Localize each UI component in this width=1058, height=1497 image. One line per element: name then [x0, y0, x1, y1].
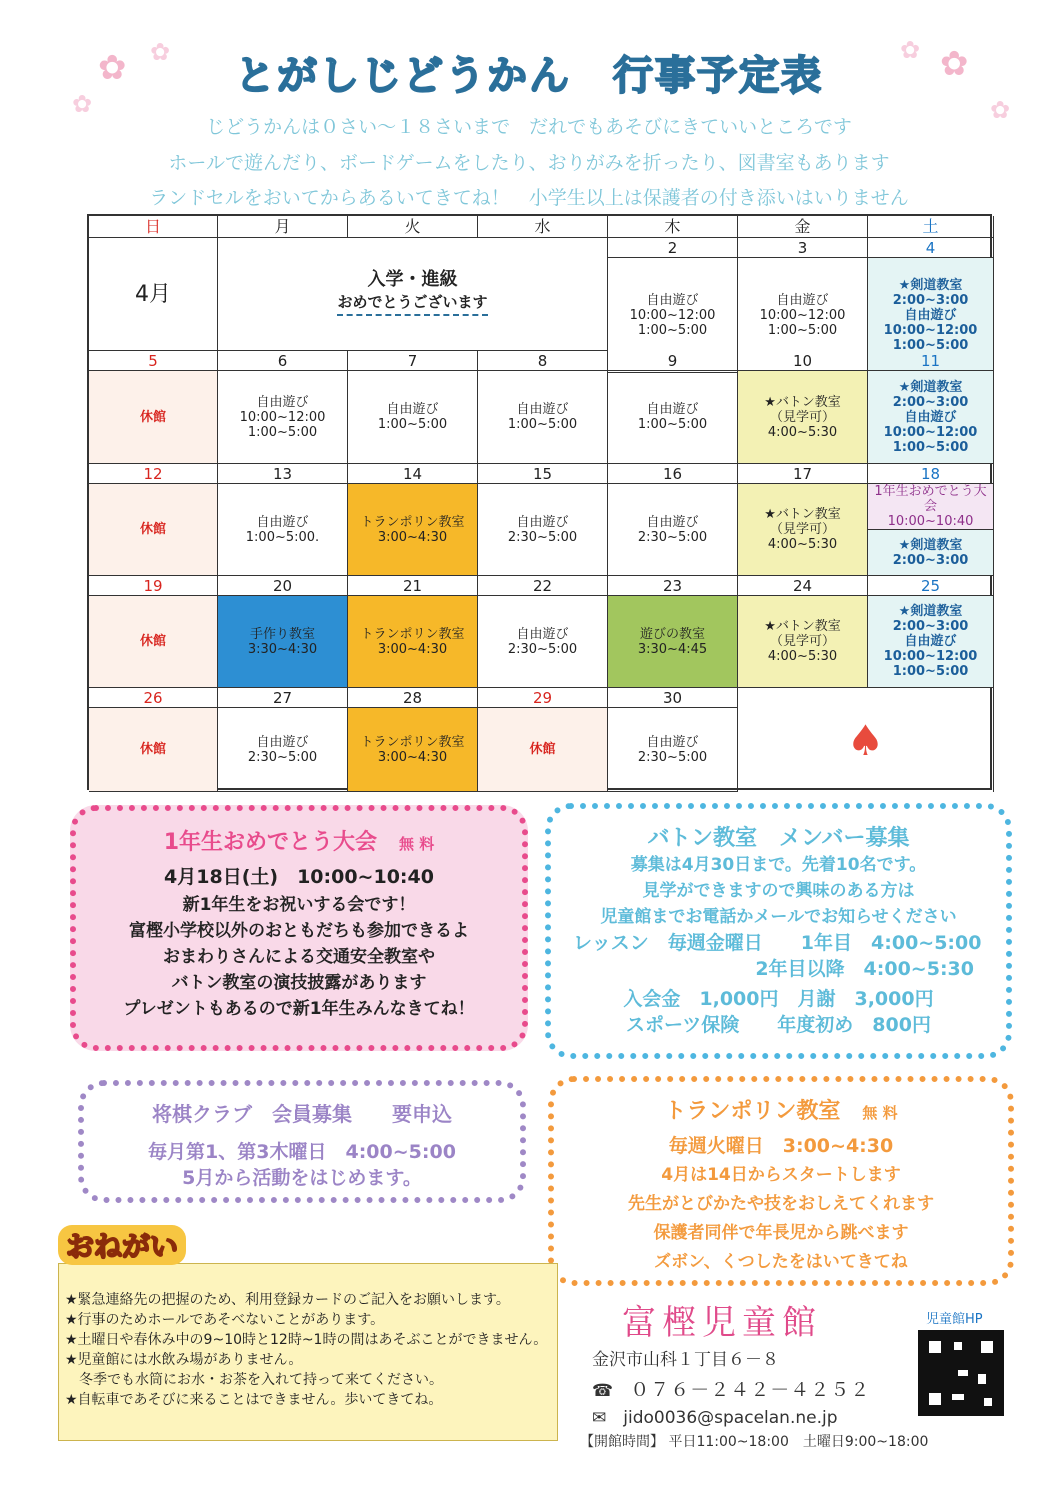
baton-line: レッスン 毎週金曜日 1年目 4:00~5:00	[573, 932, 982, 954]
day-cell: 自由遊び 10:00~12:00 1:00~5:00	[608, 258, 738, 373]
day-cell: 自由遊び 1:00~5:00.	[218, 484, 348, 576]
address: 金沢市山科１丁目６－８	[592, 1350, 779, 1370]
event-line: 新1年生をお祝いする会です！	[182, 895, 416, 915]
weekday-header: 木	[608, 216, 738, 238]
day-cell: ★剣道教室 2:00~3:00	[868, 530, 994, 576]
event-line: 富樫小学校以外のおともだちも参加できるよ	[129, 921, 469, 941]
day-cell: ★バトン教室 （見学可） 4:00~5:30	[738, 371, 868, 464]
cherry-blossom-icon: ✿	[940, 44, 969, 84]
opening-hours: 【開館時間】 平日11:00~18:00 土曜日9:00~18:00	[580, 1434, 929, 1450]
date-number: 23	[608, 576, 738, 596]
shogi-club-box	[78, 1080, 526, 1203]
notice-item: ★土曜日や春休み中の9~10時と12時~1時の間はあそぶことができません。	[65, 1332, 548, 1348]
date-number: 28	[348, 688, 478, 708]
date-number: 18	[868, 464, 994, 484]
day-cell: 休館	[89, 371, 218, 464]
intro-line: じどうかんは０さい～１８さいまで だれでもあそびにきていいところです	[206, 116, 852, 138]
cherry-blossom-icon: ✿	[990, 96, 1011, 124]
shogi-title: 将棋クラブ 会員募集 要申込	[152, 1102, 452, 1126]
day-cell: トランポリン教室 3:00~4:30	[348, 596, 478, 688]
baton-recruit-box	[545, 803, 1012, 1059]
page-title: とがしじどうかん 行事予定表	[235, 53, 823, 99]
baton-fee: スポーツ保険 年度初め 800円	[626, 1014, 931, 1036]
weekday-header: 金	[738, 216, 868, 238]
date-number: 29	[478, 688, 608, 708]
date-number: 9	[608, 351, 738, 371]
date-number: 24	[738, 576, 868, 596]
day-cell: トランポリン教室 3:00~4:30	[348, 708, 478, 792]
weekday-header: 水	[478, 216, 608, 238]
notice-item: ★自転車であそびに来ることはできません。歩いてきてね。	[65, 1392, 443, 1408]
baton-line: 見学ができますので興味のある方は	[642, 881, 915, 901]
qr-code[interactable]	[918, 1330, 1004, 1416]
date-number: 26	[89, 688, 218, 708]
day-cell: 自由遊び 2:30~5:00	[478, 484, 608, 576]
date-number: 27	[218, 688, 348, 708]
trampoline-line: 保護者同伴で年長児から跳べます	[653, 1223, 909, 1243]
day-cell: 自由遊び 2:30~5:00	[608, 484, 738, 576]
shogi-line: 5月から活動をはじめます。	[182, 1167, 422, 1189]
day-cell: 自由遊び 2:30~5:00	[608, 708, 738, 792]
day-cell: 自由遊び 1:00~5:00	[348, 371, 478, 464]
date-number: 4	[868, 238, 994, 258]
weekday-header: 火	[348, 216, 478, 238]
day-cell: 休館	[89, 596, 218, 688]
event-line: プレゼントもあるので新1年生みんなきてね！	[123, 999, 475, 1019]
day-cell: 休館	[478, 708, 608, 792]
mail-icon: ✉	[592, 1408, 607, 1428]
tulip-illustration	[738, 688, 994, 792]
celebration-line: おめでとうございます	[337, 295, 487, 316]
date-number: 25	[868, 576, 994, 596]
date-number: 11	[868, 351, 994, 371]
day-cell: 休館	[89, 484, 218, 576]
day-cell: ★バトン教室 （見学可） 4:00~5:30	[738, 484, 868, 576]
day-cell: 自由遊び 1:00~5:00	[608, 371, 738, 464]
notice-item: 冬季でも水筒にお水・お茶を入れて持って来てください。	[65, 1372, 443, 1388]
day-cell: 自由遊び 1:00~5:00	[478, 371, 608, 464]
weekday-header: 日	[89, 216, 218, 238]
date-number: 21	[348, 576, 478, 596]
trampoline-title: トランポリン教室	[664, 1099, 841, 1124]
date-number: 3	[738, 238, 868, 258]
date-number: 30	[608, 688, 738, 708]
weekday-header: 土	[868, 216, 994, 238]
day-cell: 自由遊び 10:00~12:00 1:00~5:00	[738, 258, 868, 373]
day-cell: ★剣道教室 2:00~3:00 自由遊び 10:00~12:00 1:00~5:00	[868, 596, 994, 688]
cherry-blossom-icon: ✿	[72, 90, 93, 118]
trampoline-line: 先生がとびかたや技をおしえてくれます	[628, 1194, 934, 1214]
cherry-blossom-icon: ✿	[150, 38, 171, 66]
cherry-blossom-icon: ✿	[900, 36, 921, 64]
day-cell: トランポリン教室 3:00~4:30	[348, 484, 478, 576]
email-link[interactable]: jido0036@spacelan.ne.jp	[623, 1408, 838, 1428]
month-label: 4月	[89, 238, 218, 351]
date-number: 8	[478, 351, 608, 371]
notice-item: ★児童館には水飲み場がありません。	[65, 1352, 303, 1368]
date-number: 20	[218, 576, 348, 596]
date-number: 16	[608, 464, 738, 484]
event-line: バトン教室の演技披露があります	[171, 973, 427, 993]
trampoline-line: ズボン、くつしたをはいてきてね	[654, 1252, 908, 1272]
date-number: 19	[89, 576, 218, 596]
free-badge: 無 料	[399, 835, 435, 853]
weekday-header: 月	[218, 216, 348, 238]
baton-line: 募集は4月30日まで。先着10名です。	[630, 855, 927, 875]
date-number: 7	[348, 351, 478, 371]
event-date: 4月18日(土) 10:00~10:40	[164, 866, 434, 888]
date-number: 22	[478, 576, 608, 596]
date-number: 6	[218, 351, 348, 371]
trampoline-line: 4月は14日からスタートします	[661, 1165, 901, 1185]
phone-number[interactable]: ０７６－２４２－４２５２	[630, 1379, 871, 1401]
cherry-blossom-icon: ✿	[98, 48, 127, 88]
free-badge: 無 料	[862, 1104, 898, 1122]
notice-item: ★行事のためホールであそべないことがあります。	[65, 1312, 385, 1328]
date-number: 13	[218, 464, 348, 484]
baton-fee: 入会金 1,000円 月謝 3,000円	[623, 988, 934, 1010]
date-number: 15	[478, 464, 608, 484]
calendar-grid	[87, 214, 992, 790]
date-number: 17	[738, 464, 868, 484]
trampoline-box	[548, 1076, 1014, 1286]
baton-title: バトン教室 メンバー募集	[647, 826, 910, 851]
tulip-icon: ♠	[846, 715, 885, 765]
day-cell: 遊びの教室 3:30~4:45	[608, 596, 738, 688]
homepage-label: 児童館HP	[926, 1312, 983, 1327]
day-cell: ★剣道教室 2:00~3:00 自由遊び 10:00~12:00 1:00~5:00	[868, 258, 994, 373]
date-number: 5	[89, 351, 218, 371]
notice-box	[58, 1263, 558, 1441]
day-cell: 自由遊び 2:30~5:00	[218, 708, 348, 792]
intro-line: ホールで遊んだり、ボードゲームをしたり、おりがみを折ったり、図書室もあります	[168, 152, 890, 174]
intro-line: ランドセルをおいてからあるいてきてね！ 小学生以上は保護者の付き添いはいりません	[149, 187, 909, 209]
day-cell: 自由遊び 2:30~5:00	[478, 596, 608, 688]
date-number: 14	[348, 464, 478, 484]
baton-line: 児童館までお電話かメールでお知らせください	[600, 907, 957, 927]
phone-icon: ☎	[592, 1381, 614, 1401]
celebration-line: 入学・進級	[367, 269, 458, 290]
date-number: 12	[89, 464, 218, 484]
notice-item: ★緊急連絡先の把握のため、利用登録カードのご記入をお願いします。	[65, 1292, 510, 1308]
baton-line: 2年目以降 4:00~5:30	[755, 958, 974, 980]
shogi-line: 毎月第1、第3木曜日 4:00~5:00	[148, 1141, 456, 1163]
event-line: おまわりさんによる交通安全教室や	[163, 947, 435, 967]
day-cell: 手作り教室 3:30~4:30	[218, 596, 348, 688]
day-cell: ★バトン教室 （見学可） 4:00~5:30	[738, 596, 868, 688]
day-cell: 1年生おめでとう大会 10:00~10:40	[868, 484, 994, 530]
day-cell: ★剣道教室 2:00~3:00 自由遊び 10:00~12:00 1:00~5:00	[868, 371, 994, 464]
event-title: 1年生おめでとう大会	[163, 830, 378, 855]
date-number: 2	[608, 238, 738, 258]
date-number: 10	[738, 351, 868, 371]
first-grader-event-box	[70, 805, 528, 1051]
center-name: 富樫児童館	[622, 1303, 822, 1343]
day-cell: 自由遊び 10:00~12:00 1:00~5:00	[218, 371, 348, 464]
trampoline-line: 毎週火曜日 3:00~4:30	[668, 1135, 894, 1157]
celebration-banner	[218, 238, 608, 351]
notice-heading: おねがい	[58, 1225, 186, 1265]
day-cell: 休館	[89, 708, 218, 792]
